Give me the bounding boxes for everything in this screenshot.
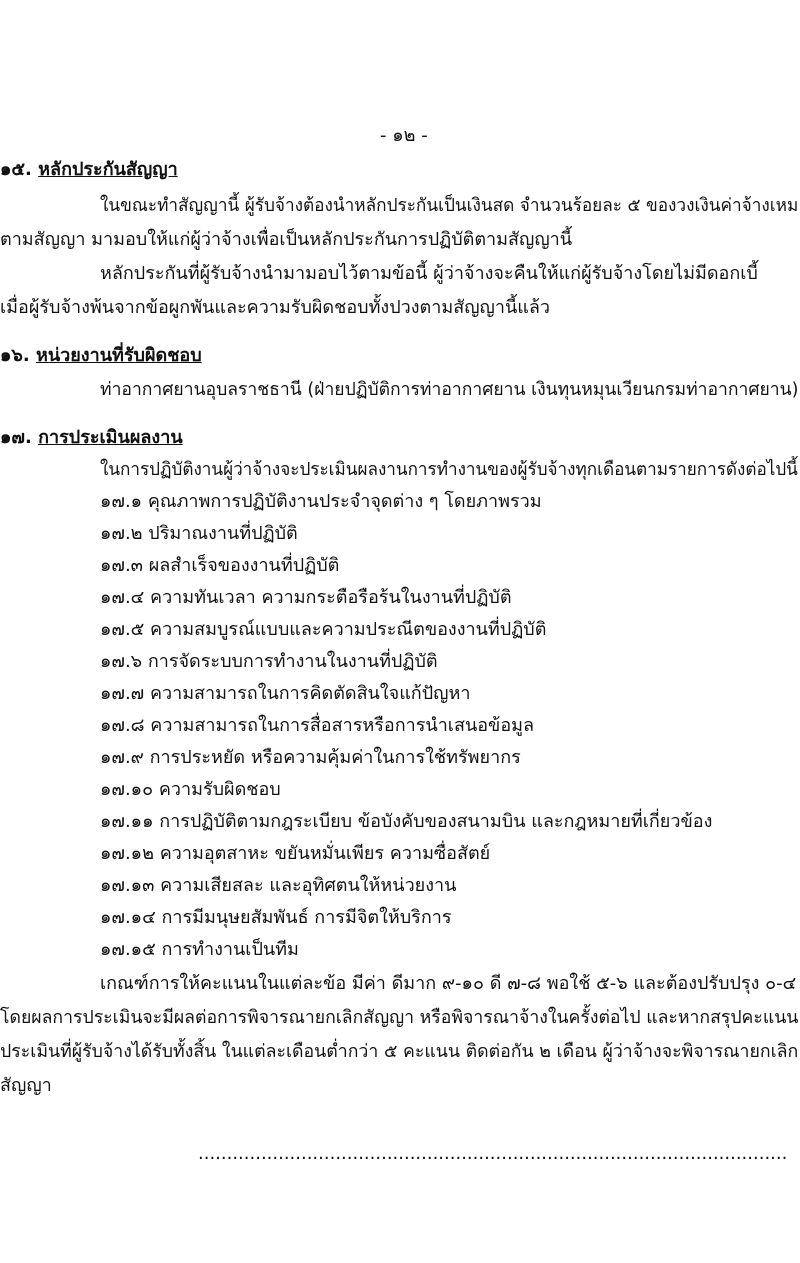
section-15-heading xyxy=(0,156,178,184)
paragraph-line: ตามสัญญา มามอบให้แก่ผู้ว่าจ้างเพื่อเป็นหลักประกันการปฏิบัติตามสัญญานี้ xyxy=(0,229,573,250)
paragraph-line: สัญญา xyxy=(0,1075,52,1096)
paragraph-line: ประเมินที่ผู้รับจ้างได้รับทั้งสิ้น ในแต่ละเดือนต่ำกว่า ๕ คะแนน ติดต่อกัน ๒ เดือน ผู้ว่าจ้างจะพิจารณายกเลิก xyxy=(0,1041,799,1062)
section-title: หน่วยงานที่รับผิดชอบ xyxy=(35,345,202,366)
list-item: ๑๗.๑๒ ความอุตสาหะ ขยันหมั่นเพียร ความซื่อสัตย์ xyxy=(100,843,491,864)
section-number: ๑๕. xyxy=(0,159,32,180)
list-item: ๑๗.๑ คุณภาพการปฏิบัติงานประจำจุดต่าง ๆ โดยภาพรวม xyxy=(100,491,542,512)
paragraph-line: เมื่อผู้รับจ้างพ้นจากข้อผูกพันและความรับผิดชอบทั้งปวงตามสัญญานี้แล้ว xyxy=(0,297,551,318)
page-number: - ๑๒ - xyxy=(380,125,428,146)
section-16-heading xyxy=(0,342,202,370)
paragraph-line: ในการปฏิบัติงานผู้ว่าจ้างจะประเมินผลงานการทำงานของผู้รับจ้างทุกเดือนตามรายการดังต่อไปนี้ xyxy=(100,459,798,480)
list-item: ๑๗.๒ ปริมาณงานที่ปฏิบัติ xyxy=(100,523,298,544)
list-item: ๑๗.๑๕ การทำงานเป็นทีม xyxy=(100,939,299,960)
list-item: ๑๗.๗ ความสามารถในการคิดตัดสินใจแก้ปัญหา xyxy=(100,683,471,704)
list-item: ๑๗.๓ ผลสำเร็จของงานที่ปฏิบัติ xyxy=(100,555,340,576)
list-item: ๑๗.๕ ความสมบูรณ์แบบและความประณีตของงานที่ปฏิบัติ xyxy=(100,619,547,640)
list-item: ๑๗.๑๑ การปฏิบัติตามกฎระเบียบ ข้อบังคับของสนามบิน และกฎหมายที่เกี่ยวข้อง xyxy=(100,811,713,832)
section-number: ๑๗. xyxy=(0,427,32,448)
section-title: หลักประกันสัญญา xyxy=(38,159,178,180)
list-item: ๑๗.๑๔ การมีมนุษยสัมพันธ์ การมีจิตให้บริการ xyxy=(100,907,452,928)
paragraph-line: ในขณะทำสัญญานี้ ผู้รับจ้างต้องนำหลักประกันเป็นเงินสด จำนวนร้อยละ ๕ ของวงเงินค่าจ้างเหม xyxy=(100,195,799,216)
section-17-heading xyxy=(0,424,183,452)
paragraph-line: โดยผลการประเมินจะมีผลต่อการพิจารณายกเลิกสัญญา หรือพิจารณาจ้างในครั้งต่อไป และหากสรุปคะแนน xyxy=(0,1007,799,1028)
paragraph-line: เกณฑ์การให้คะแนนในแต่ละข้อ มีค่า ดีมาก ๙-๑๐ ดี ๗-๘ พอใช้ ๕-๖ และต้องปรับปรุง ๐-๔ xyxy=(100,973,797,994)
section-number: ๑๖. xyxy=(0,345,30,366)
list-item: ๑๗.๑๓ ความเสียสละ และอุทิศตนให้หน่วยงาน xyxy=(100,875,457,896)
list-item: ๑๗.๔ ความทันเวลา ความกระตือรือร้นในงานที่ปฏิบัติ xyxy=(100,587,512,608)
paragraph-line: ท่าอากาศยานอุบลราชธานี (ฝ่ายปฏิบัติการท่าอากาศยาน เงินทุนหมุนเวียนกรมท่าอากาศยาน) xyxy=(100,379,799,400)
list-item: ๑๗.๖ การจัดระบบการทำงานในงานที่ปฏิบัติ xyxy=(100,651,438,672)
list-item: ๑๗.๘ ความสามารถในการสื่อสารหรือการนำเสนอข้อมูล xyxy=(100,715,535,736)
list-item: ๑๗.๑๐ ความรับผิดชอบ xyxy=(100,779,281,800)
paragraph-line: หลักประกันที่ผู้รับจ้างนำมามอบไว้ตามข้อนี้ ผู้ว่าจ้างจะคืนให้แก่ผู้รับจ้างโดยไม่มีดอกเบี้ xyxy=(100,263,758,284)
section-title: การประเมินผลงาน xyxy=(38,427,183,448)
footer-dotted-line: ....................................................................................................... xyxy=(198,1143,788,1164)
list-item: ๑๗.๙ การประหยัด หรือความคุ้มค่าในการใช้ทรัพยากร xyxy=(100,747,521,768)
